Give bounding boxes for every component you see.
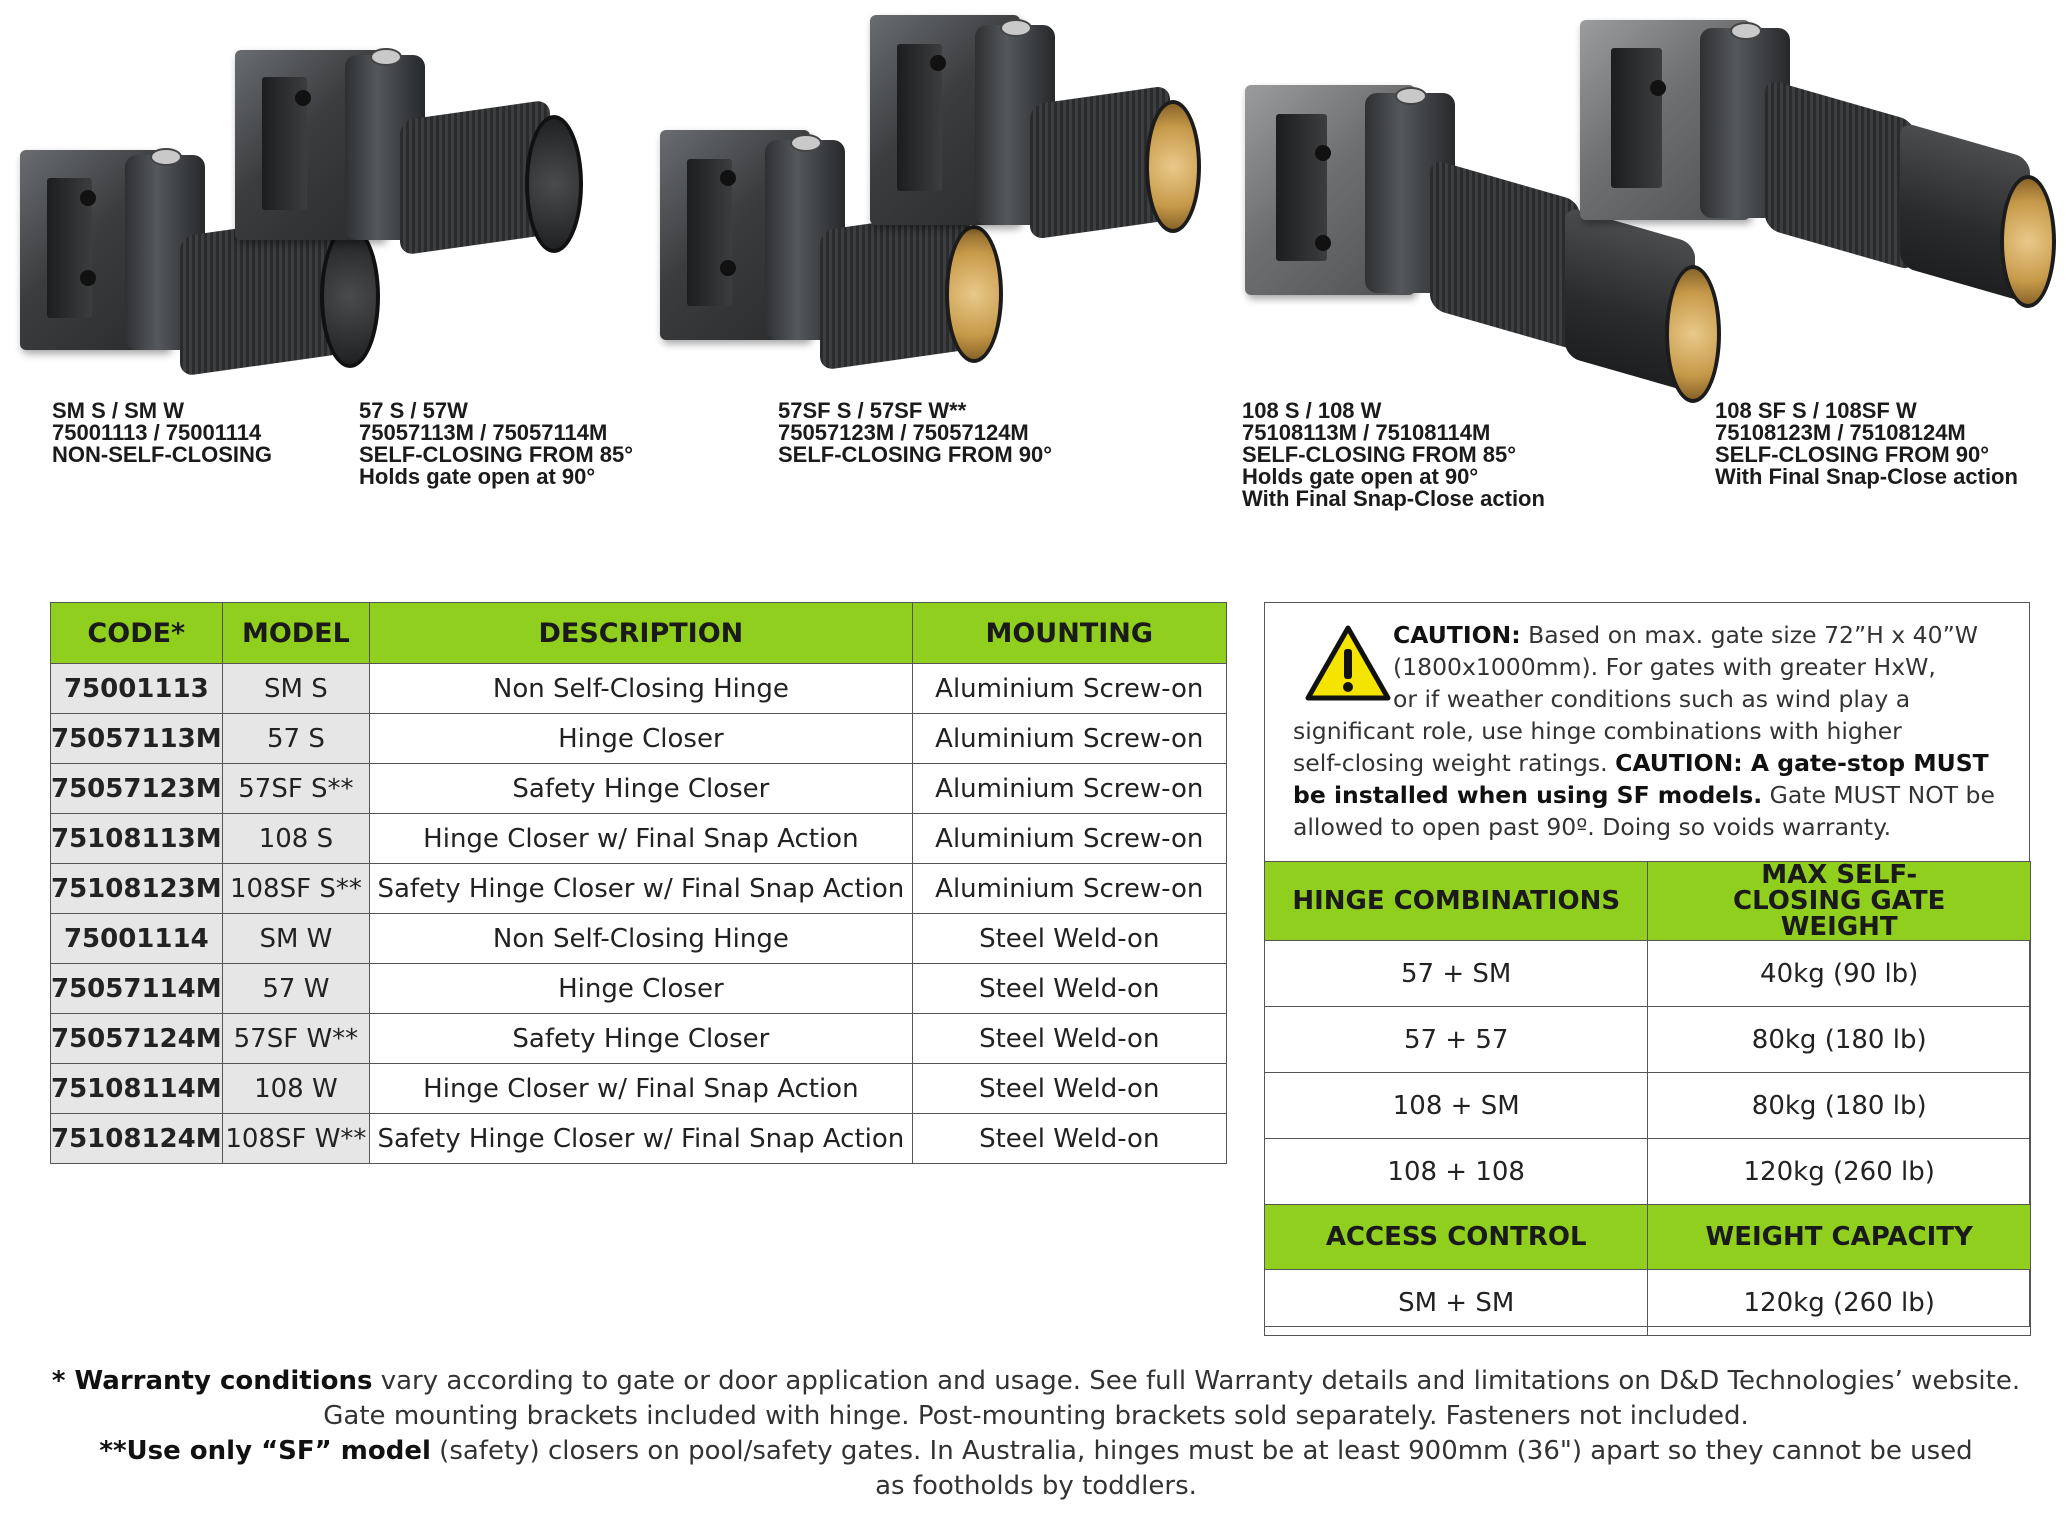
caption-sm — [52, 400, 272, 466]
table-header-row — [1265, 862, 2031, 941]
table-row — [51, 1014, 1227, 1064]
cell-description: Hinge Closer w/ Final Snap Action — [370, 1064, 912, 1114]
table-row — [1265, 1007, 2031, 1073]
caption-line: Holds gate open at 90° — [359, 464, 596, 489]
caution-label: CAUTION: — [1393, 621, 1521, 649]
caption-line: SELF-CLOSING FROM 85° — [1242, 442, 1517, 467]
caution-line: or if weather conditions such as wind play a — [1393, 685, 1911, 713]
table-row — [1265, 1270, 2031, 1336]
cell-mounting: Aluminium Screw-on — [912, 814, 1226, 864]
footnote-bold: * Warranty conditions — [51, 1366, 373, 1396]
cell-mounting: Aluminium Screw-on — [912, 864, 1226, 914]
cell-code: 75108124M — [51, 1114, 223, 1164]
cell-combination: 57 + SM — [1265, 941, 1648, 1007]
cell-description: Safety Hinge Closer w/ Final Snap Action — [370, 1114, 912, 1164]
cell-description: Hinge Closer — [370, 714, 912, 764]
caution-bold-part: CAUTION: A gate-stop MUST — [1615, 749, 1989, 777]
footnote-line — [0, 1364, 2072, 1399]
caption-name: 57SF S / 57SF W** — [778, 398, 967, 423]
table-row — [51, 1064, 1227, 1114]
cell-description: Safety Hinge Closer — [370, 764, 912, 814]
table-row — [51, 864, 1227, 914]
caution-line: allowed to open past 90º. Doing so voids warranty. — [1293, 813, 1892, 841]
caption-line: SELF-CLOSING FROM 90° — [778, 442, 1053, 467]
caution-text-part: Based on max. gate size 72”H x 40”W — [1520, 621, 1978, 649]
cell-mounting: Steel Weld-on — [912, 1064, 1226, 1114]
cell-mounting: Steel Weld-on — [912, 1114, 1226, 1164]
caption-108sf — [1715, 400, 2018, 488]
table-row — [51, 914, 1227, 964]
caption-line: With Final Snap-Close action — [1242, 486, 1545, 511]
caption-codes: 75057123M / 75057124M — [778, 420, 1029, 445]
cell-model: 57SF S** — [222, 764, 370, 814]
cell-code: 75108113M — [51, 814, 223, 864]
cell-model: 108SF W** — [222, 1114, 370, 1164]
cell-combination: 108 + 108 — [1265, 1139, 1648, 1205]
cell-model: 108SF S** — [222, 864, 370, 914]
header-mounting: MOUNTING — [912, 603, 1226, 664]
header-model: MODEL — [222, 603, 370, 664]
cell-model: 57 S — [222, 714, 370, 764]
header-max-weight-label: MAX SELF-CLOSING GATE WEIGHT — [1733, 860, 1946, 942]
caption-line: SELF-CLOSING FROM 85° — [359, 442, 634, 467]
caution-box — [1264, 602, 2030, 1327]
cell-code: 75108123M — [51, 864, 223, 914]
footnote-text: vary according to gate or door application and usage. See full Warranty details and limitations on D&D Technologies’ website. — [372, 1366, 2021, 1396]
caution-line: significant role, use hinge combinations with higher — [1293, 717, 1902, 745]
cell-mounting: Aluminium Screw-on — [912, 764, 1226, 814]
caption-57sf — [778, 400, 1052, 466]
caption-line: NON-SELF-CLOSING — [52, 442, 272, 467]
caution-text — [1293, 619, 2013, 843]
cell-code: 75057114M — [51, 964, 223, 1014]
caption-57 — [359, 400, 633, 488]
cell-mounting: Aluminium Screw-on — [912, 714, 1226, 764]
product-table — [50, 602, 1227, 1164]
caution-line — [1293, 747, 2013, 779]
cell-model: 57 W — [222, 964, 370, 1014]
cell-mounting: Aluminium Screw-on — [912, 664, 1226, 714]
caution-bold-part: be installed when using SF models. — [1293, 781, 1763, 809]
header-access-control: ACCESS CONTROL — [1265, 1205, 1648, 1270]
table-row — [1265, 1073, 2031, 1139]
table-header-row — [1265, 1205, 2031, 1270]
caution-text-part: Gate MUST NOT be — [1762, 781, 1995, 809]
caption-name: 108 S / 108 W — [1242, 398, 1382, 423]
product-image-108sf — [1580, 20, 2060, 320]
cell-code: 75057124M — [51, 1014, 223, 1064]
product-image-57 — [235, 40, 565, 280]
cell-code: 75057123M — [51, 764, 223, 814]
cell-model: 108 W — [222, 1064, 370, 1114]
footnote-text: (safety) closers on pool/safety gates. In Australia, hinges must be at least 900mm (36") apart so they cannot be used — [430, 1436, 1973, 1466]
header-weight-capacity: WEIGHT CAPACITY — [1648, 1205, 2031, 1270]
product-image-57sf-2 — [870, 15, 1200, 255]
caption-codes: 75001113 / 75001114 — [52, 420, 262, 445]
caption-108 — [1242, 400, 1545, 510]
cell-model: SM W — [222, 914, 370, 964]
header-description: DESCRIPTION — [370, 603, 912, 664]
caption-line: Holds gate open at 90° — [1242, 464, 1479, 489]
footnote-bold: **Use only “SF” model — [99, 1436, 431, 1466]
caption-line: With Final Snap-Close action — [1715, 464, 2018, 489]
footnotes — [0, 1364, 2072, 1504]
table-row — [51, 714, 1227, 764]
cell-mounting: Steel Weld-on — [912, 964, 1226, 1014]
footnote-line — [0, 1434, 2072, 1469]
caution-line — [1293, 779, 2013, 811]
header-max-weight — [1648, 862, 2031, 941]
caption-codes: 75108113M / 75108114M — [1242, 420, 1491, 445]
table-row — [51, 1114, 1227, 1164]
header-hinge-combinations: HINGE COMBINATIONS — [1265, 862, 1648, 941]
caution-text-part: self-closing weight ratings. — [1293, 749, 1616, 777]
table-row — [1265, 1139, 2031, 1205]
cell-code: 75001113 — [51, 664, 223, 714]
cell-description: Safety Hinge Closer — [370, 1014, 912, 1064]
cell-description: Non Self-Closing Hinge — [370, 664, 912, 714]
cell-code: 75108114M — [51, 1064, 223, 1114]
caution-line: (1800x1000mm). For gates with greater HxW, — [1393, 653, 1936, 681]
table-header-row — [51, 603, 1227, 664]
cell-description: Safety Hinge Closer w/ Final Snap Action — [370, 864, 912, 914]
cell-weight: 120kg (260 lb) — [1648, 1270, 2031, 1336]
cell-code: 75001114 — [51, 914, 223, 964]
cell-weight: 80kg (180 lb) — [1648, 1073, 2031, 1139]
cell-weight: 120kg (260 lb) — [1648, 1139, 2031, 1205]
caption-name: 57 S / 57W — [359, 398, 468, 423]
cell-code: 75057113M — [51, 714, 223, 764]
cell-model: 108 S — [222, 814, 370, 864]
caption-name: 108 SF S / 108SF W — [1715, 398, 1917, 423]
cell-mounting: Steel Weld-on — [912, 914, 1226, 964]
table-row — [51, 764, 1227, 814]
caption-codes: 75108123M / 75108124M — [1715, 420, 1966, 445]
hinge-combinations-table — [1264, 861, 2031, 1336]
cell-description: Non Self-Closing Hinge — [370, 914, 912, 964]
cell-description: Hinge Closer — [370, 964, 912, 1014]
caption-line: SELF-CLOSING FROM 90° — [1715, 442, 1990, 467]
table-row — [51, 664, 1227, 714]
table-row — [51, 814, 1227, 864]
cell-description: Hinge Closer w/ Final Snap Action — [370, 814, 912, 864]
cell-model: SM S — [222, 664, 370, 714]
cell-combination: 108 + SM — [1265, 1073, 1648, 1139]
cell-model: 57SF W** — [222, 1014, 370, 1064]
cell-combination: SM + SM — [1265, 1270, 1648, 1336]
caution-line — [1293, 619, 2013, 651]
footnote-line: Gate mounting brackets included with hinge. Post-mounting brackets sold separately. Fasteners not included. — [323, 1401, 1749, 1431]
caption-name: SM S / SM W — [52, 398, 184, 423]
caption-codes: 75057113M / 75057114M — [359, 420, 608, 445]
table-row — [1265, 941, 2031, 1007]
cell-weight: 40kg (90 lb) — [1648, 941, 2031, 1007]
cell-weight: 80kg (180 lb) — [1648, 1007, 2031, 1073]
cell-combination: 57 + 57 — [1265, 1007, 1648, 1073]
cell-mounting: Steel Weld-on — [912, 1014, 1226, 1064]
header-code: CODE* — [51, 603, 223, 664]
table-row — [51, 964, 1227, 1014]
footnote-line: as footholds by toddlers. — [875, 1471, 1197, 1501]
